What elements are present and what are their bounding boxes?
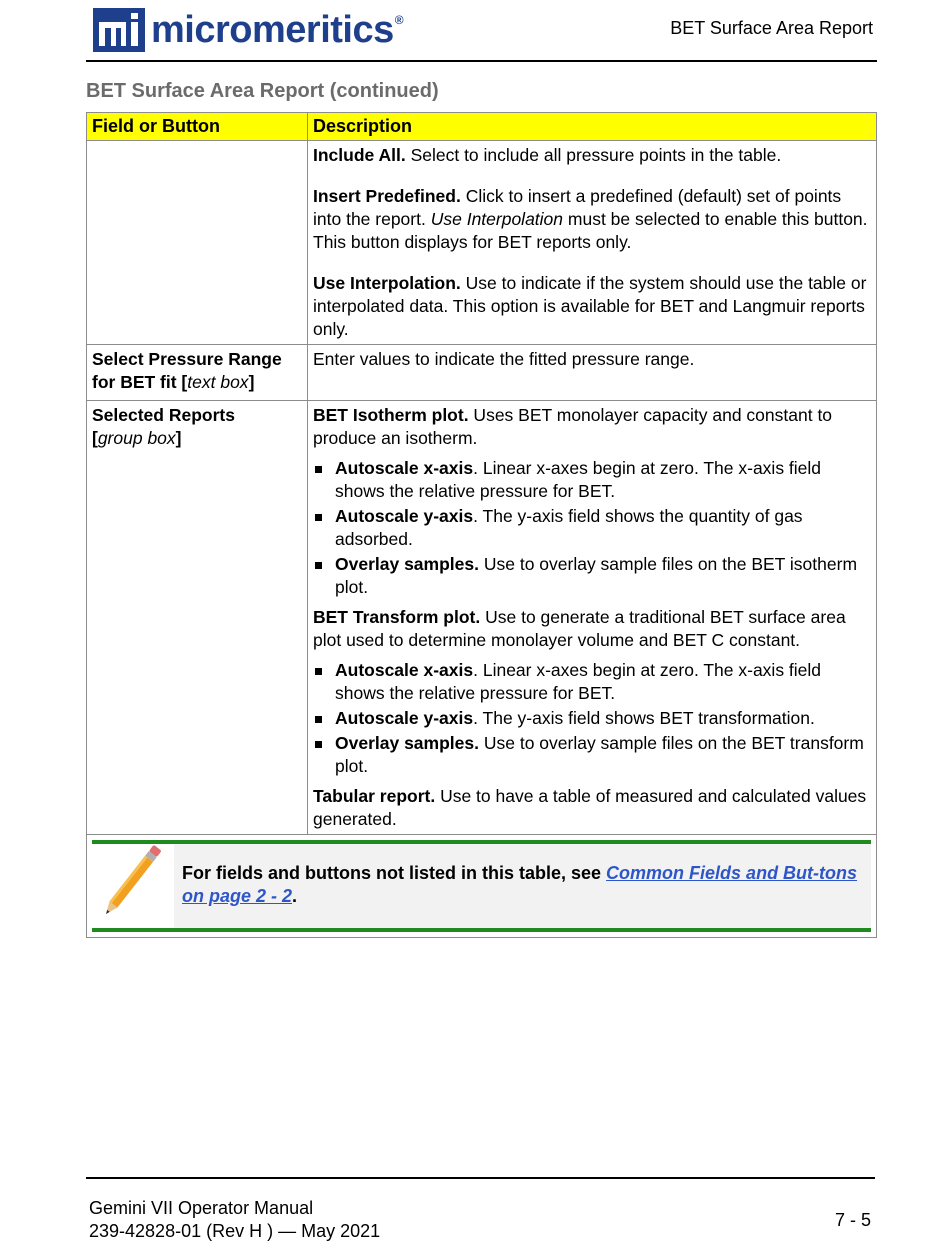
- col-header-field: Field or Button: [87, 113, 308, 141]
- bullet-square-icon: [315, 668, 322, 675]
- list-item: Overlay samples. Use to overlay sample files on the BET transform plot.: [313, 732, 871, 778]
- note-box: [92, 840, 871, 932]
- insert-predefined-paragraph: Insert Predefined. Click to insert a predefined (default) set of points into the report. Use Interpolation must be selected to enable this button. This button displays for BET reports only.: [313, 186, 868, 252]
- bullet-square-icon: [315, 562, 322, 569]
- description-cell: [308, 141, 877, 345]
- bullet-square-icon: [315, 716, 322, 723]
- common-fields-link[interactable]: Common Fields and But-tons on page 2 - 2: [182, 863, 858, 906]
- note-row: [87, 835, 877, 938]
- use-interpolation-paragraph: Use Interpolation. Use to indicate if the system should use the table or interpolated data. This option is available for BET and Langmuir reports only.: [313, 273, 867, 339]
- micromeritics-logo: [93, 8, 403, 52]
- bullet-square-icon: [315, 514, 322, 521]
- note-cell: [87, 835, 877, 938]
- bet-transform-paragraph: BET Transform plot. Use to generate a traditional BET surface area plot used to determine monolayer volume and BET C constant.: [313, 607, 846, 650]
- running-header-title: BET Surface Area Report: [670, 18, 873, 38]
- page-number: 7 - 5: [834, 1210, 871, 1230]
- bullet-square-icon: [315, 741, 322, 748]
- list-item: Autoscale y-axis. The y-axis field shows BET transformation.: [313, 707, 871, 730]
- list-item: Autoscale x-axis. Linear x-axes begin at zero. The x-axis field shows the relative pressure for BET.: [313, 457, 871, 503]
- manual-title: Gemini VII Operator Manual: [89, 1198, 314, 1218]
- field-description-table: [86, 112, 877, 938]
- table-row: [87, 345, 877, 401]
- table-row: [87, 401, 877, 835]
- footer-info: [89, 1197, 380, 1243]
- transform-bullet-list: [313, 659, 871, 778]
- field-cell: Selected Reports [group box]: [87, 401, 308, 835]
- description-cell: Enter values to indicate the fitted pressure range.: [308, 345, 877, 401]
- col-header-description: Description: [308, 113, 877, 141]
- isotherm-bullet-list: [313, 457, 871, 599]
- table-header-row: [87, 113, 877, 141]
- footer-divider: [86, 1177, 875, 1179]
- page-header: [86, 0, 877, 62]
- field-cell: Select Pressure Range for BET fit [text box]: [87, 345, 308, 401]
- logo-text: micromeritics®: [151, 9, 404, 51]
- list-item: Autoscale x-axis. Linear x-axes begin at zero. The x-axis field shows the relative pressure for BET.: [313, 659, 871, 705]
- tabular-report-paragraph: Tabular report. Use to have a table of measured and calculated values generated.: [313, 786, 867, 829]
- list-item: Overlay samples. Use to overlay sample files on the BET isotherm plot.: [313, 553, 871, 599]
- note-text: For fields and buttons not listed in this table, see Common Fields and But-tons on page 2 - 2.: [174, 844, 871, 928]
- table-row: [87, 141, 877, 345]
- logo-mark-icon: [93, 8, 145, 52]
- include-all-paragraph: Include All. Select to include all pressure points in the table.: [313, 145, 782, 165]
- pencil-icon: [92, 844, 174, 928]
- document-number: 239-42828-01 (Rev H ) — May 2021: [89, 1221, 381, 1241]
- field-cell: [87, 141, 308, 345]
- list-item: Autoscale y-axis. The y-axis field shows the quantity of gas adsorbed.: [313, 505, 871, 551]
- bullet-square-icon: [315, 466, 322, 473]
- section-title: BET Surface Area Report (continued): [86, 80, 439, 102]
- bet-isotherm-paragraph: BET Isotherm plot. Uses BET monolayer capacity and constant to produce an isotherm.: [313, 405, 833, 448]
- description-cell: [308, 401, 877, 835]
